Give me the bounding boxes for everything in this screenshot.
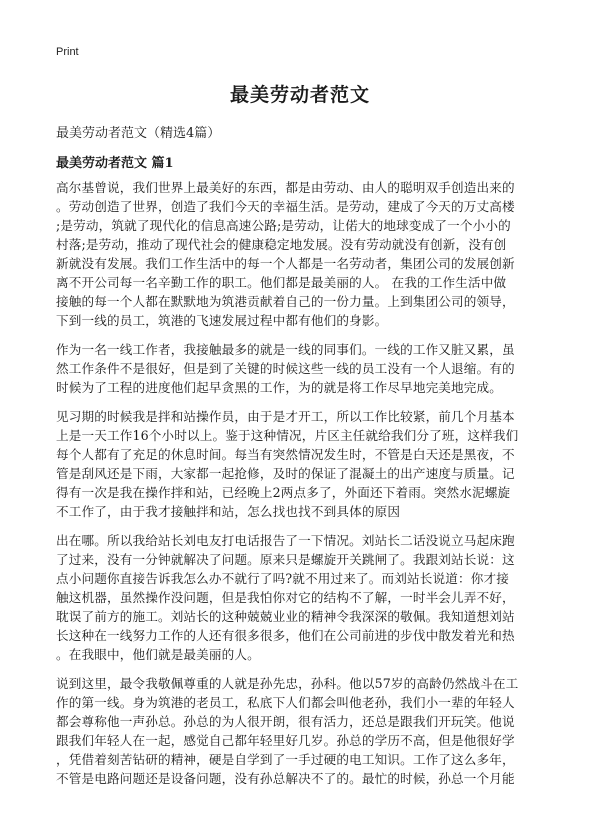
text-line: 离不开公司每一名辛勤工作的职工。他们都是最美丽的人。 在我的工作生活中做 [56,275,507,290]
text-line: 接触的每一个人都在默默地为筑港贡献着自己的一份力量。上到集团公司的领导， [56,294,515,309]
paragraph [56,178,546,330]
text-line: 时候为了工程的进度他们起早贪黑的工作，为的就是将工作尽早地完美地完成。 [56,380,503,395]
print-label: Print [56,46,79,58]
text-line: 然工作条件不是很好，但是到了关键的时候这些一线的员工没有一个人退缩。有的 [56,361,515,376]
text-line: 长这种在一线努力工作的人还有很多很多，他们在公司前进的步伐中散发着光和热 [56,628,515,643]
text-line: 。劳动创造了世界，创造了我们今天的幸福生活。是劳动，建成了今天的万丈高楼 [56,199,515,214]
text-line: ，凭借着刻苦钻研的精神，硬是自学到了一手过硬的电工知识。工作了这么多年， [56,752,515,767]
text-line: 村落;是劳动，推动了现代社会的健康稳定地发展。没有劳动就没有创新，没有创 [56,237,507,252]
text-line: 。在我眼中，他们就是最美丽的人。 [56,647,260,662]
text-line: 作为一名一线工作者，我接触最多的就是一线的同事们。一线的工作又脏又累，虽 [56,342,515,357]
paragraph [56,674,546,788]
text-line: 耽误了前方的施工。刘站长的这种兢兢业业的精神令我深深的敬佩。我知道想刘站 [56,609,515,624]
text-line: 不管是电路问题还是设备问题，没有孙总解决不了的。最忙的时候，孙总一个月能 [56,771,515,786]
paragraph [56,340,546,397]
text-line: 出在哪。所以我给站长刘电友打电话报告了一下情况。刘站长二话没说立马起床跑 [56,533,515,548]
text-line: 高尔基曾说，我们世界上最美好的东西，都是由劳动、由人的聪明双手创造出来的 [56,180,515,195]
document-subtitle: 最美劳动者范文（精选4篇） [56,126,221,141]
text-line: 每个人都有了充足的休息时间。每当有突然情况发生时，不管是白天还是黑夜，不 [56,447,515,462]
text-line: 上是一天工作16个小时以上。鉴于这种情况，片区主任就给我们分了班，这样我们 [56,428,519,443]
text-line: 作的第一线。身为筑港的老员工，私底下人们都会叫他老孙，我们小一辈的年轻人 [56,695,515,710]
text-line: 下到一线的员工，筑港的飞速发展过程中都有他们的身影。 [56,313,388,328]
section-heading: 最美劳动者范文 篇1 [56,156,174,171]
text-line: 见习期的时候我是拌和站操作员，由于是才开工，所以工作比较紧，前几个月基本 [56,409,515,424]
text-line: 不工作了，由于我才接触拌和站，怎么找也找不到具体的原因 [56,504,401,519]
text-line: 了过来，没有一分钟就解决了问题。原来只是螺旋开关跳闸了。我跟刘站长说：这 [56,552,515,567]
text-line: 触这机器，虽然操作没问题，但是我怕你对它的结构不了解，一时半会儿弄不好， [56,590,515,605]
text-line: 都会尊称他一声孙总。孙总的为人很开朗，很有活力，还总是跟我们开玩笑。他说 [56,714,515,729]
text-line: 得有一次是我在操作拌和站，已经晚上2两点多了，外面还下着雨。突然水泥螺旋 [56,485,511,500]
document-body [56,178,546,798]
paragraph [56,407,546,521]
text-line: 说到这里，最令我敬佩尊重的人就是孙先忠，孙科。他以57岁的高龄仍然战斗在工 [56,676,519,691]
text-line: 新就没有发展。我们工作生活中的每一个人都是一名劳动者，集团公司的发展创新 [56,256,515,271]
text-line: 点小问题你直接告诉我怎么办不就行了吗?就不用过来了。而刘站长说道：你才接 [56,571,509,586]
text-line: ;是劳动，筑就了现代化的信息高速公路;是劳动，让偌大的地球变成了一个小小的 [56,218,511,233]
text-line: 管是刮风还是下雨，大家都一起抢修，及时的保证了混凝土的出产速度与质量。记 [56,466,515,481]
paragraph [56,531,546,664]
text-line: 跟我们年轻人在一起，感觉自己都年轻里好几岁。孙总的学历不高，但是他很好学 [56,733,515,748]
page-title: 最美劳动者范文 [229,84,370,106]
